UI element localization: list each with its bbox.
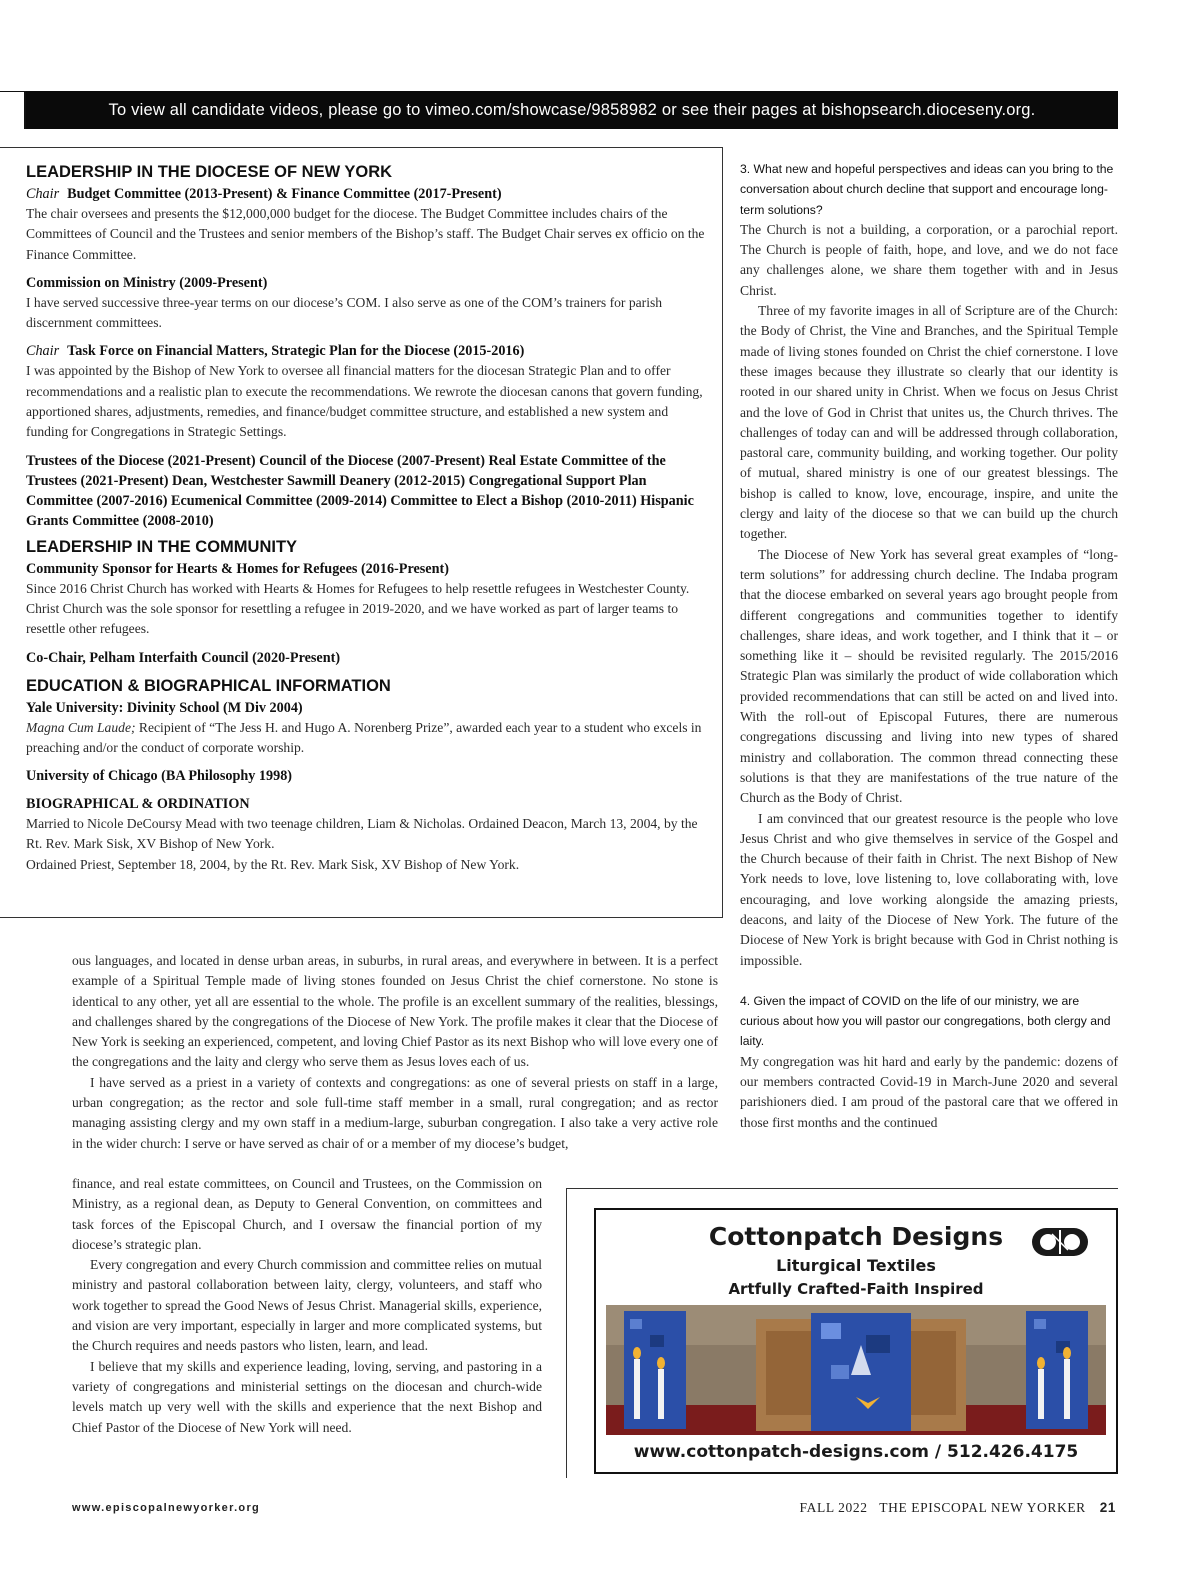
- heading-education: EDUCATION & BIOGRAPHICAL INFORMATION: [26, 676, 391, 695]
- leadership-box: [0, 147, 723, 918]
- body-paragraph-3: Every congregation and every Church commission and committee relies on mutual ministry and pastoral collaboration between laity, clergy, volunteers, and staff who work together to spread the Good News of Jesus Christ. Managerial skills, experience, and vision are very important, especially in larger and more complicated systems, but the Church requires and needs pastors who listen, learn, and lead.: [72, 1257, 542, 1354]
- q3-paragraph-4: I am convinced that our greatest resource is the people who love Jesus Christ and who give themselves in service of the Gospel and the Church because of their faith in Christ. The next Bishop of New York needs to love, love listening to, love collaborating with, love encouraging, and love working alongside the amazing priests, deacons, and laity of the Diocese of New York. The future of the Diocese of New York is bright because with God in Christ nothing is impossible.: [740, 810, 1118, 968]
- entry-taskforce-title: Chair Task Force on Financial Matters, Strategic Plan for the Diocese (2015-2016): [26, 343, 525, 360]
- lower-left-narrow-column: [72, 1174, 542, 1438]
- entry-yale-title: Yale University: Divinity School (M Div 2004): [26, 699, 303, 716]
- ad-frame-top-rule: [566, 1188, 1118, 1189]
- committee-list: Trustees of the Diocese (2021-Present) Council of the Diocese (2007-Present) Real Estate Committee of the Trustees (2021-Present) Dean, Westchester Sawmill Deanery (2012-2015) Congregational Support Plan Committee (2007-2016) Ecumenical Committee (2009-2014) Committee to Elect a Bishop (2010-2011) Hispanic Grants Committee (2008-2010): [26, 452, 694, 529]
- banner-edge: [0, 91, 26, 129]
- entry-refugees-title: Community Sponsor for Hearts & Homes for Refugees (2016-Present): [26, 560, 449, 577]
- body-paragraph-2-wide: I have served as a priest in a variety of contexts and congregations: as one of several priests on staff in a large, urban congregation; as the rector and sole full-time staff member in a small, rural congregation; and as rector managing assisting clergy and my own staff in a medium-large, suburban congregation. I also take a very active role in the wider church: I serve or have served as chair of or a member of my diocese’s budget,: [72, 1074, 718, 1151]
- q4-paragraph-1: My congregation was hit hard and early by the pandemic: dozens of our members contracted Covid-19 in March-June 2020 and several parishioners died. I am proud of the pastoral care that we offered in those first months and the continued: [740, 1053, 1118, 1130]
- question-4: 4. Given the impact of COVID on the life of our ministry, we are curious about how you will pastor our congregations, both clergy and laity.: [740, 993, 1111, 1049]
- entry-bio-title: BIOGRAPHICAL & ORDINATION: [26, 796, 250, 813]
- page-number: 21: [1099, 1500, 1116, 1515]
- banner-text: To view all candidate videos, please go to vimeo.com/showcase/9858982 or see their pages at bishopsearch.dioceseny.org.: [108, 100, 1036, 119]
- entry-com-title: Commission on Ministry (2009-Present): [26, 274, 268, 291]
- body-paragraph-2-narrow: finance, and real estate committees, on Council and Trustees, on the Commission on Ministry, as a regional dean, as Deputy to General Convention, on committees and task forces of the Episcopal Church, and I oversaw the financial portion of my diocese’s strategic plan.: [72, 1176, 542, 1252]
- heading-diocese-leadership: LEADERSHIP IN THE DIOCESE OF NEW YORK: [26, 163, 393, 181]
- ad-frame-left-rule: [566, 1188, 567, 1478]
- cotton-boll-logo-icon: [1030, 1224, 1090, 1260]
- footer-website[interactable]: www.episcopalnewyorker.org: [72, 1502, 261, 1514]
- ad-tagline: Artfully Crafted-Faith Inspired: [728, 1280, 984, 1298]
- entry-yale-text: Magna Cum Laude; Recipient of “The Jess H. and Hugo A. Norenberg Prize”, awarded each year to a student who excels in preaching and/or the conduct of corporate worship.: [26, 719, 702, 755]
- right-column: [740, 159, 1118, 1133]
- cottonpatch-ad[interactable]: [594, 1208, 1118, 1474]
- ad-contact[interactable]: www.cottonpatch-designs.com / 512.426.4175: [633, 1442, 1079, 1462]
- ad-title: Cottonpatch Designs: [708, 1222, 1004, 1251]
- entry-taskforce-text: I was appointed by the Bishop of New York to oversee all financial matters for the diocesan Strategic Plan and to offer recommendations and a realistic plan to execute the recommendations. We rewrote the diocesan canons that govern funding, apportioned shares, adjustments, remedies, and finance/budget committee structure, and established a new system and funding for Congregations in Strategic Settings.: [26, 363, 703, 440]
- entry-bio-line2: Ordained Priest, September 18, 2004, by the Rt. Rev. Mark Sisk, XV Bishop of New York.: [26, 856, 520, 872]
- footer-issue-line: [800, 1500, 1116, 1516]
- body-paragraph-4: I believe that my skills and experience leading, loving, serving, and pastoring in a variety of congregations and ministerial settings on the diocesan and church-wide levels match up very well with the skills and experience that the next Bishop and Chief Pastor of the Diocese of New York will need.: [72, 1358, 542, 1435]
- entry-interfaith-title: Co-Chair, Pelham Interfaith Council (2020-Present): [26, 649, 341, 666]
- ad-subtitle: Liturgical Textiles: [776, 1256, 936, 1275]
- body-paragraph-1: ous languages, and located in dense urban areas, in suburbs, in rural areas, and everywhere in between. It is a perfect example of a Spiritual Temple made of living stones founded on Jesus Christ the chief cornerstone. No stone is identical to any other, yet all are essential to the whole. The profile is an excellent summary of the realities, blessings, and challenges shared by the congregations of the Diocese of New York. The profile makes it clear that the Diocese of New York is seeking an experienced, competent, and loving Chief Pastor as its next Bishop who will love every one of the congregations and the laity and clergy who serve them as Jesus loves each of us.: [72, 953, 718, 1070]
- entry-chicago-title: University of Chicago (BA Philosophy 1998): [26, 768, 293, 785]
- footer-issue: FALL 2022: [799, 1500, 868, 1515]
- candidate-videos-banner: [26, 91, 1118, 129]
- lower-left-column: [72, 951, 718, 1154]
- altar-textiles-photo: [606, 1305, 1106, 1435]
- q3-paragraph-2: Three of my favorite images in all of Scripture are of the Church: the Body of Christ, the Vine and Branches, and the Spiritual Temple made of living stones founded on Christ the chief cornerstone. I love these images because they illustrate so clearly that our identity is rooted in our shared unity in Christ. When we focus on Jesus Christ and the love of God in Christ that unites us, the Church thrives. The challenges of today can and will be addressed through collaboration, pastoral care, community building, and working together. Our polity of mutual, shared ministry is one of our greatest blessings. The bishop is called to know, love, encourage, inspire, and unite the clergy and laity of the diocese so that we can build up the church together.: [740, 303, 1118, 542]
- entry-refugees-text: Since 2016 Christ Church has worked with Hearts & Homes for Refugees to help resettle refugees in Westchester County. Christ Church was the sole sponsor for resettling a refugee in 2019-2020, and we have worked as part of larger teams to resettle other refugees.: [26, 580, 690, 637]
- entry-budget-text: The chair oversees and presents the $12,000,000 budget for the diocese. The Budget Committee includes chairs of the Committees of Council and the Trustees and senior members of the Bishop’s staff. The Budget Chair serves ex officio on the Finance Committee.: [26, 206, 705, 262]
- question-3: 3. What new and hopeful perspectives and ideas can you bring to the conversation about church decline that support and encourage long-term solutions?: [740, 162, 1114, 217]
- footer-publication: THE EPISCOPAL NEW YORKER: [879, 1500, 1086, 1515]
- heading-community-leadership: LEADERSHIP IN THE COMMUNITY: [26, 537, 298, 556]
- entry-budget-title: Chair Budget Committee (2013-Present) & Finance Committee (2017-Present): [26, 186, 502, 202]
- q3-paragraph-3: The Diocese of New York has several great examples of “long-term solutions” for addressing church decline. The Indaba program that the diocese embarked on several years ago brought people from different congregations and communities together to identify challenges, share ideas, and work together, and I think that it – or something like it – should be revisited regularly. The 2015/2016 Strategic Plan was similarly the product of wide collaboration which provided recommendations that can still be acted on and lived into. With the roll-out of Episcopal Futures, there are numerous congregations discussing and living into new types of shared ministry and collaboration. The common thread connecting these solutions is that they are manifestations of the true nature of the Church as the Body of Christ.: [740, 546, 1118, 806]
- entry-bio-line1: Married to Nicole DeCoursy Mead with two teenage children, Liam & Nicholas. Ordained Deacon, March 13, 2004, by the Rt. Rev. Mark Sisk, XV Bishop of New York.: [26, 816, 698, 852]
- q3-paragraph-1: The Church is not a building, a corporation, or a parochial report. The Church is people of faith, hope, and love, and we do not face any challenges alone, we share them together with and in Jesus Christ.: [740, 221, 1118, 298]
- entry-com-text: I have served successive three-year terms on our diocese’s COM. I also serve as one of the COM’s trainers for parish discernment committees.: [26, 294, 663, 331]
